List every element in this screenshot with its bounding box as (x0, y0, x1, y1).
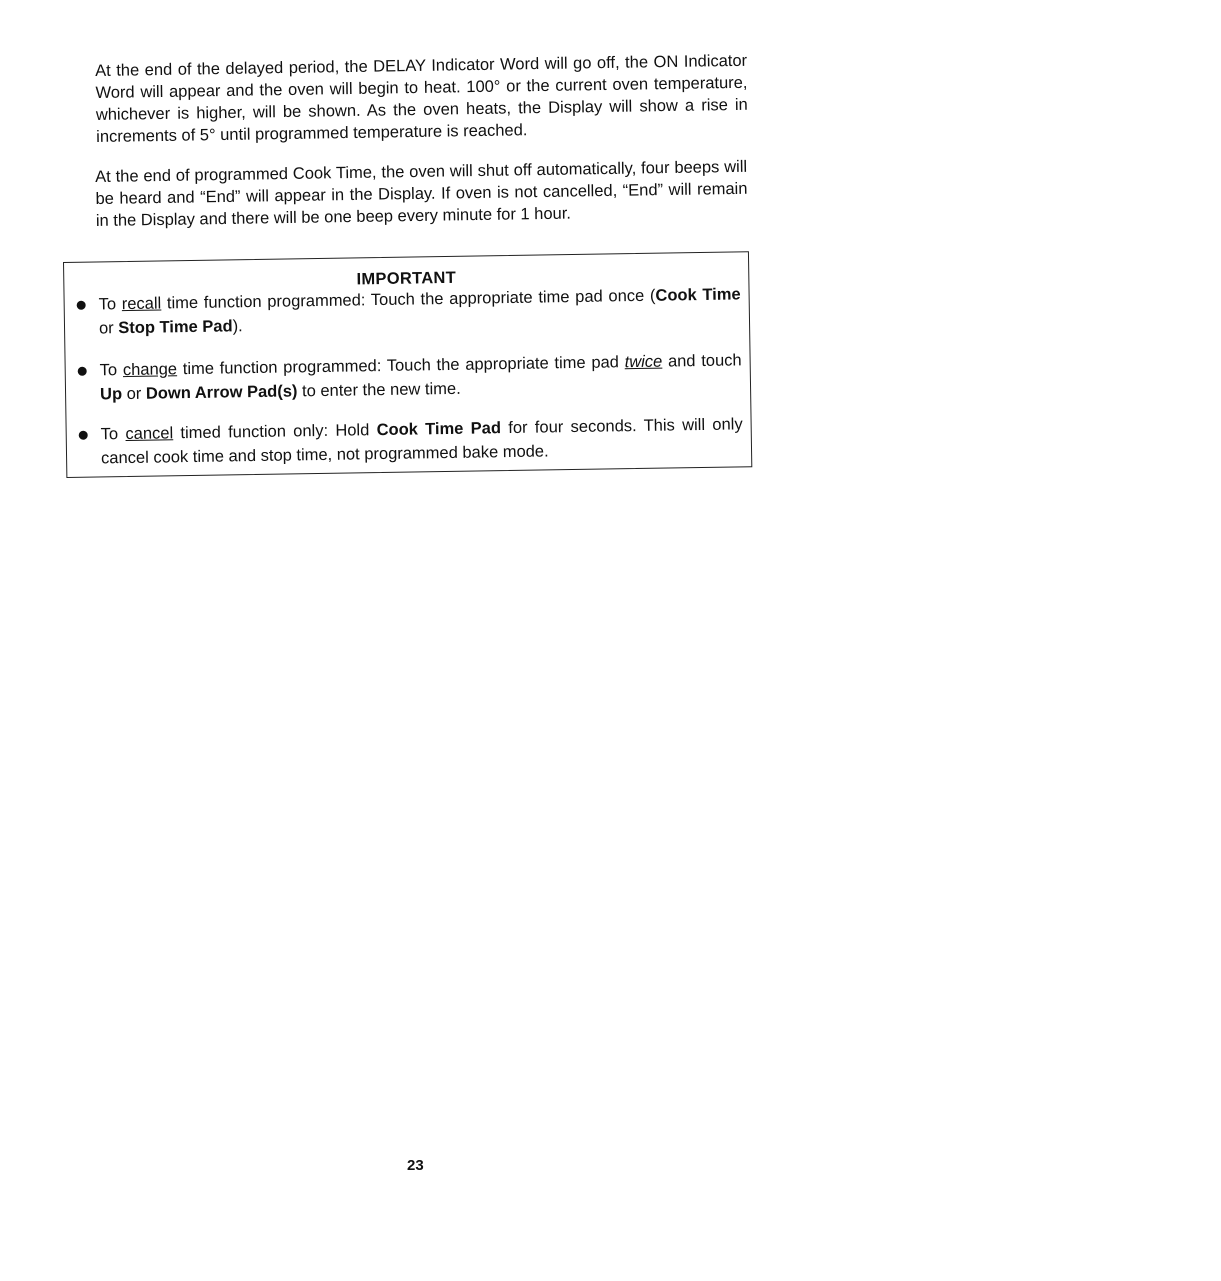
cook-time-pad-label: Cook Time Pad (376, 419, 502, 440)
bullet-dot-icon (79, 431, 88, 440)
important-notice-box (63, 251, 752, 478)
paragraph-cook-time-end: At the end of programmed Cook Time, the oven will shut off automatically, four beeps will be heard and “End” will appear in the Display. If oven is not cancelled, “End” will remain in the Display and there will be one beep every minute for 1 hour. (95, 157, 748, 230)
bullet-cancel-text: To cancel timed function only: Hold Cook Time Pad for four seconds. This will only cancel cook time and stop time, not programmed bake mode. (100, 415, 743, 468)
keyword-change: change (122, 360, 178, 380)
bullet-change (66, 348, 750, 404)
stop-time-pad-label: Stop Time Pad (118, 317, 233, 338)
cook-time-label: Cook Time (655, 285, 741, 305)
bullet-cancel (67, 412, 751, 468)
bullet-dot-icon (77, 301, 86, 310)
paragraph-delay-end: At the end of the delayed period, the DELAY Indicator Word will go off, the ON Indicator Word will appear and the oven will begin to heat. 100° or the current oven temperature, whichever is higher, will be shown. As the oven heats, the Display will show a rise in increments of 5° until programmed temperature is reached. (95, 51, 748, 146)
keyword-twice: twice (624, 352, 663, 372)
page-number: 23 (407, 1157, 424, 1174)
bullet-change-text: To change time function programmed: Touch the appropriate time pad twice and touch Up or Down Arrow Pad(s) to enter the new time. (99, 351, 742, 404)
bullet-dot-icon (78, 367, 87, 376)
keyword-recall: recall (121, 294, 162, 314)
bullet-recall-text: To recall time function programmed: Touch the appropriate time pad once (Cook Time or Stop Time Pad). (98, 285, 741, 338)
keyword-cancel: cancel (125, 424, 174, 444)
up-label: Up (99, 385, 123, 404)
down-arrow-pad-label: Down Arrow Pad(s) (145, 382, 298, 403)
important-title: IMPORTANT (356, 268, 457, 289)
